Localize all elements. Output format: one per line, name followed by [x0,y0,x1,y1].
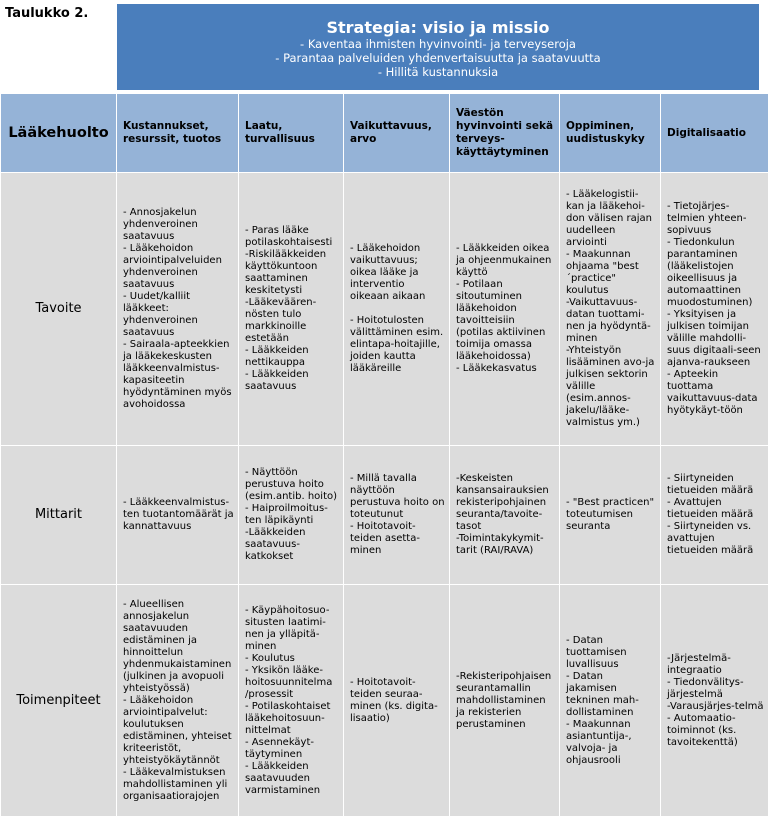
table-row [1,173,768,446]
strategy-line: - Parantaa palveluiden yhdenvertaisuutta ja saatavuutta [275,51,601,65]
table-cell: - Siirtyneiden tietueiden määrä - Avattujen tietueiden määrä - Siirtyneiden vs. avattujen tietueiden määrä [661,446,768,585]
table-header-row [1,94,768,173]
strategy-line: - Kaventaa ihmisten hyvinvointi- ja terveyseroja [300,37,576,51]
table-cell: - Käypähoitosuo-situsten laatimi-nen ja ylläpitä-minen - Koulutus - Yksikön lääke-hoitosuunnitelma /prosessit - Potilaskohtaiset lääkehoitosuun-nittelmat - Asennekäyt-täytyminen - Lääkkeiden saatavuuden varmistaminen [239,585,344,817]
table-cell: - Lääkelogistii-kan ja lääkehoi-don välisen rajan uudelleen arviointi - Maakunnan ohjaama "best´practice" koulutus -Vaikuttavuus-datan tuottami-nen ja hyödyntä-minen -Yhteistyön lisääminen avo-ja julkisen sektorin välille (esim.annos-jakelu/lääke-valmistus ym.) [560,173,661,446]
table-cell: - Alueellisen annosjakelun saatavuuden edistäminen ja hinnoittelun yhdenmukaistaminen (julkinen ja avopuoli yhteistyössä) - Lääkehoidon arviointipalvelut: koulutuksen edistäminen, yhteiset kriteeristöt, yhteistyökäytännöt - Lääkevalmistuksen mahdollistaminen yli organisaatiorajojen [117,585,239,817]
table-cell: -Keskeisten kansansairauksien rekisteripohjainen seuranta/tavoite-tasot -Toimintakykymit-tarit (RAI/RAVA) [450,446,560,585]
table-cell: - Lääkehoidon vaikuttavuus; oikea lääke ja interventio oikeaan aikaan - Hoitotulosten välittäminen esim. elintapa-hoitajille, joiden kautta lääkäreille [344,173,450,446]
table-row [1,585,768,817]
table-cell: - Millä tavalla näyttöön perustuva hoito on toteutunut - Hoitotavoit-teiden asetta-minen [344,446,450,585]
table-cell: - Datan tuottamisen luvallisuus - Datan jakamisen tekninen mah-dollistaminen - Maakunnan asiantuntija-, valvoja- ja ohjausrooli [560,585,661,817]
strategy-title: Strategia: visio ja missio [326,18,550,37]
table-cell: - Tietojärjes-telmien yhteen-sopivuus - Tiedonkulun parantaminen (lääkelistojen oikeellisuus ja automaattinen muodostuminen) - Yksityisen ja julkisen toimijan välille mahdolli-suus digitaali-seen ajanva-raukseen - Apteekin tuottama vaikuttavuus-data hyötykäyt-töön [661,173,768,446]
column-header: Kustannukset, resurssit, tuotos [117,94,239,173]
column-header: Digitalisaatio [661,94,768,173]
row-label: Toimenpiteet [1,585,117,817]
strategy-banner [117,4,759,90]
table-cell: -Järjestelmä-integraatio - Tiedonvälitys-järjestelmä -Varausjärjes-telmä - Automaatio-toiminnot (ks. tavoitekenttä) [661,585,768,817]
table-cell: -Rekisteripohjaisen seurantamallin mahdollistaminen ja rekisterien perustaminen [450,585,560,817]
table-cell: - Näyttöön perustuva hoito (esim.antib. hoito) - Haiproilmoitus-ten läpikäynti -Lääkkeiden saatavuus-katkokset [239,446,344,585]
column-header: Oppiminen, uudistuskyky [560,94,661,173]
strategy-table [0,93,768,817]
table-cell: - Hoitotavoit-teiden seuraa-minen (ks. digita-lisaatio) [344,585,450,817]
table-cell: - Lääkkeenvalmistus-ten tuotantomäärät ja kannattavuus [117,446,239,585]
strategy-line: - Hillitä kustannuksia [377,65,499,79]
table-cell: - Annosjakelun yhdenveroinen saatavuus - Lääkehoidon arviointipalveluiden yhdenveroinen saatavuus - Uudet/kalliit lääkkeet: yhdenveroinen saatavuus - Sairaala-apteekkien ja lääkekeskusten lääkkeenvalmistus-kapasiteetin hyödyntäminen myös avohoidossa [117,173,239,446]
column-header: Vaikuttavuus, arvo [344,94,450,173]
table-row [1,446,768,585]
column-header: Väestön hyvinvointi sekä terveys-käyttäytyminen [450,94,560,173]
table-caption: Taulukko 2. [5,6,89,21]
corner-label: Lääkehuolto [1,94,117,173]
table-cell: - "Best practicen" toteutumisen seuranta [560,446,661,585]
column-header: Laatu, turvallisuus [239,94,344,173]
table-cell: - Lääkkeiden oikea ja ohjeenmukainen käyttö - Potilaan sitoutuminen lääkehoidon tavoitteisiin (potilas aktiivinen toimija omassa lääkehoidossa) - Lääkekasvatus [450,173,560,446]
table-cell: - Paras lääke potilaskohtaisesti -Riskilääkkeiden käyttökuntoon saattaminen keskitetysti -Lääkeväären-nösten tulo markkinoille estetään - Lääkkeiden nettikauppa - Lääkkeiden saatavuus [239,173,344,446]
row-label: Mittarit [1,446,117,585]
row-label: Tavoite [1,173,117,446]
